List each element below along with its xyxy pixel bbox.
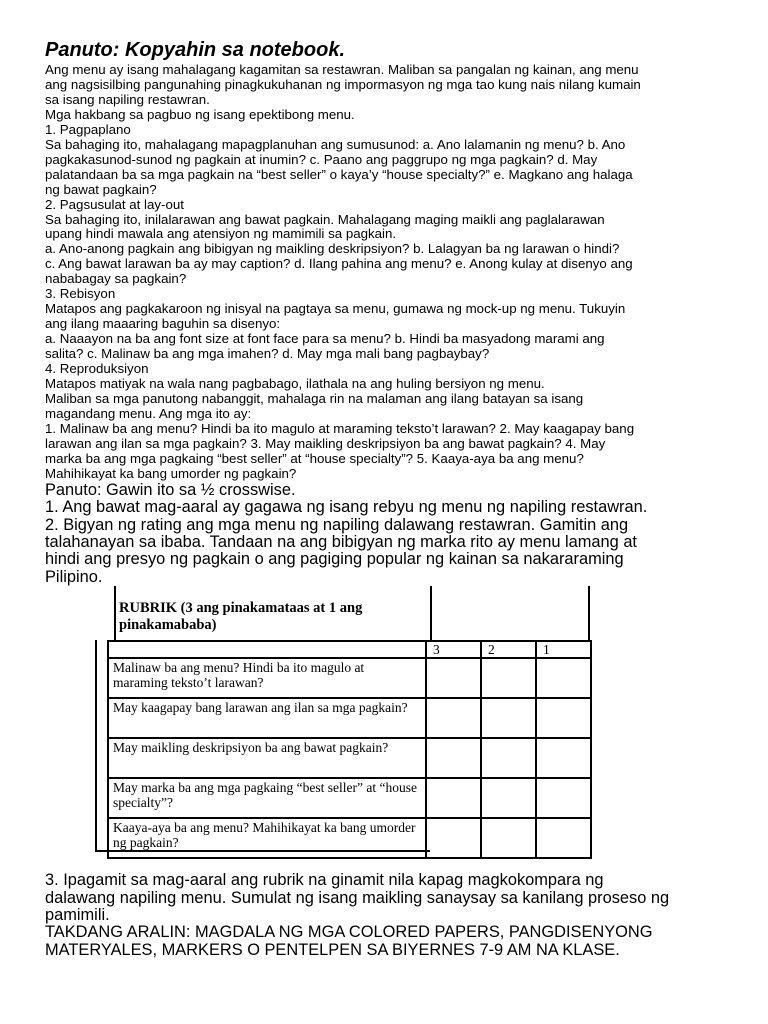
text-line: Sa bahaging ito, mahalagang mapagplanuhan ang sumusunod: a. Ano lalamanin ng menu? b. Ano: [45, 136, 626, 152]
score-cell[interactable]: [426, 738, 481, 778]
text-line: 3. Ipagamit sa mag-aaral ang rubrik na ginamit nila kapag magkokompara ng: [45, 871, 604, 890]
document-page: [45, 38, 735, 959]
text-line: larawan ang ilan sa mga pagkain? 3. May maikling deskripsiyon ba ang bawat pagkain? 4. May: [45, 435, 606, 451]
rubric-row: [108, 818, 591, 858]
text-line: sa isang napiling restawran.: [45, 91, 210, 107]
score-cell[interactable]: [536, 658, 591, 698]
score-cell[interactable]: [481, 818, 536, 858]
assignment-line: TAKDANG ARALIN: MAGDALA NG MGA COLORED PAPERS, PANGDISENYONG: [45, 923, 653, 942]
score-cell[interactable]: [536, 778, 591, 818]
score-header-1: 1: [536, 641, 591, 658]
frame-line-left-tail: [95, 640, 97, 850]
text-line: a. Ano-anong pagkain ang bibigyan ng maikling deskripsiyon? b. Lalagyan ba ng larawan o hindi?: [45, 241, 620, 257]
text-line: Matapos matiyak na wala nang pagbabago, ilathala na ang huling bersiyon ng menu.: [45, 376, 545, 392]
criterion-cell: Kaaya-aya ba ang menu? Mahihikayat ka bang umorder ng pagkain?: [108, 818, 426, 858]
text-line: palatandaan ba sa mga pagkain na “best seller” o kaya’y “house specialty?” e. Magkano ang halaga: [45, 166, 633, 182]
frame-line-left: [114, 586, 116, 641]
criterion-cell: May marka ba ang mga pagkaing “best seller” at “house specialty”?: [108, 778, 426, 818]
criterion-cell: Malinaw ba ang menu? Hindi ba ito magulo at maraming teksto’t larawan?: [108, 658, 426, 698]
assignment-line: MATERYALES, MARKERS O PENTELPEN SA BIYERNES 7-9 AM NA KLASE.: [45, 940, 620, 959]
rubric-row: [108, 778, 591, 818]
header-blank-cell: [108, 641, 426, 658]
text-line: Matapos ang pagkakaroon ng inisyal na pagtaya sa menu, gumawa ng mock-up ng menu. Tukuyin: [45, 301, 626, 317]
score-cell[interactable]: [426, 778, 481, 818]
page-title: Panuto: Kopyahin sa notebook.: [45, 39, 346, 61]
score-header-3: 3: [426, 641, 481, 658]
score-cell[interactable]: [481, 698, 536, 738]
text-line: a. Naaayon na ba ang font size at font face para sa menu? b. Hindi ba masyadong marami ang: [45, 331, 605, 347]
score-cell[interactable]: [426, 818, 481, 858]
score-cell[interactable]: [536, 818, 591, 858]
text-line: ang nagsisilbing pangunahing pinagkukuhanan ng impormasyon ng mga tao kung nais nilang kumain: [45, 76, 641, 92]
score-cell[interactable]: [481, 738, 536, 778]
rubric-table: [107, 640, 592, 859]
score-cell[interactable]: [481, 658, 536, 698]
rubric-figure: [45, 586, 735, 866]
text-line: pagkakasunod-sunod ng pagkain at inumin? c. Paano ang paggrupo ng mga pagkain? d. May: [45, 151, 598, 167]
score-cell[interactable]: [536, 738, 591, 778]
text-line: upang hindi mawala ang atensiyon ng mamimili sa pagkain.: [45, 226, 397, 242]
text-line: 4. Reproduksiyon: [45, 361, 149, 377]
score-cell[interactable]: [536, 698, 591, 738]
criterion-cell: May maikling deskripsiyon ba ang bawat pagkain?: [108, 738, 426, 778]
rubric-header-row: [108, 641, 591, 658]
criterion-cell: May kaagapay bang larawan ang ilan sa mga pagkain?: [108, 698, 426, 738]
text-line: c. Ang bawat larawan ba ay may caption? d. Ilang pahina ang menu? e. Anong kulay at disenyo ang: [45, 256, 633, 272]
text-line: Panuto: Gawin ito sa ½ crosswise.: [45, 480, 296, 499]
text-line: Maliban sa mga panutong nabanggit, mahalaga rin na malaman ang ilang batayan sa isang: [45, 390, 584, 406]
rubric-title: RUBRIK (3 ang pinakamataas at 1 ang pinakamababa): [119, 600, 363, 634]
score-cell[interactable]: [426, 658, 481, 698]
text-line: 3. Rebisyon: [45, 286, 116, 302]
text-line: 1. Pagpaplano: [45, 121, 131, 137]
text-line: Mga hakbang sa pagbuo ng isang epektibong menu.: [45, 106, 355, 122]
text-line: magandang menu. Ang mga ito ay:: [45, 405, 252, 421]
frame-line-divider: [430, 586, 432, 641]
score-cell[interactable]: [481, 778, 536, 818]
text-line: Pilipino.: [45, 567, 103, 586]
instructions-section: [45, 63, 735, 482]
text-line: Ang menu ay isang mahalagang kagamitan sa restawran. Maliban sa pangalan ng kainan, ang menu: [45, 62, 639, 77]
rubric-row: [108, 658, 591, 698]
text-line: salita? c. Malinaw ba ang mga imahen? d. May mga mali bang pagbaybay?: [45, 346, 490, 362]
text-line: Mahihikayat ka bang umorder ng pagkain?: [45, 465, 297, 481]
score-header-2: 2: [481, 641, 536, 658]
text-line: nababagay sa pagkain?: [45, 271, 187, 287]
text-line: 1. Ang bawat mag-aaral ay gagawa ng isang rebyu ng menu ng napiling restawran.: [45, 498, 648, 517]
text-line: dalawang napiling menu. Sumulat ng isang maikling sanaysay sa kanilang proseso ng: [45, 888, 670, 907]
closing-section: [45, 872, 735, 959]
activity-section: [45, 482, 735, 586]
text-line: Sa bahaging ito, inilalarawan ang bawat pagkain. Mahalagang maging maikli ang paglalarawan: [45, 211, 605, 227]
text-line: hindi ang presyo ng pagkain o ang pagiging popular ng kainan sa nakararaming: [45, 550, 624, 569]
text-line: pamimili.: [45, 905, 110, 924]
text-line: 1. Malinaw ba ang menu? Hindi ba ito magulo at maraming teksto’t larawan? 2. May kaagapay bang: [45, 420, 635, 436]
text-line: 2. Pagsusulat at lay-out: [45, 196, 184, 212]
rubric-row: [108, 738, 591, 778]
score-cell[interactable]: [426, 698, 481, 738]
text-line: talahanayan sa ibaba. Tandaan na ang bibigyan ng marka rito ay menu lamang at: [45, 532, 637, 551]
text-line: ang ilang maaaring baguhin sa disenyo:: [45, 316, 281, 332]
rubric-row: [108, 698, 591, 738]
frame-line-right: [588, 586, 590, 641]
text-line: marka ba ang mga pagkaing “best seller” at “house specialty”? 5. Kaaya-aya ba ang menu?: [45, 450, 584, 466]
text-line: 2. Bigyan ng rating ang mga menu ng napiling dalawang restawran. Gamitin ang: [45, 515, 629, 534]
text-line: ng bawat pagkain?: [45, 181, 157, 197]
